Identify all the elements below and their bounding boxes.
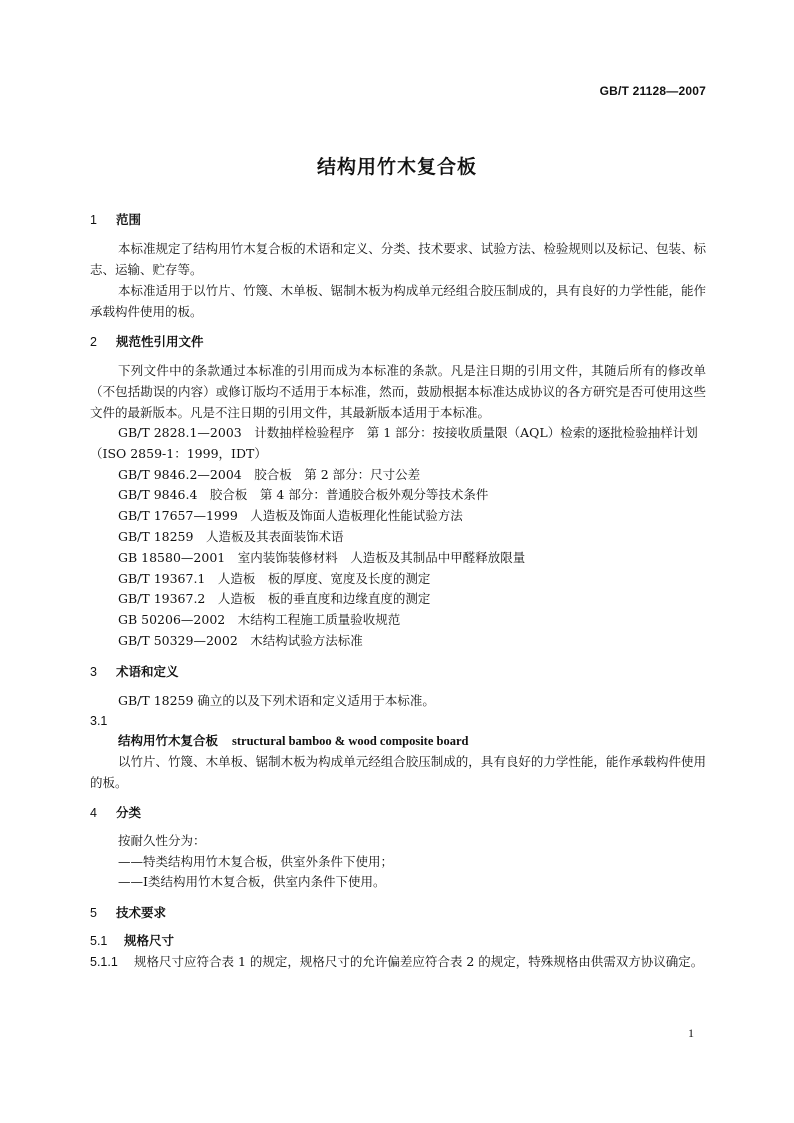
- reference-item: GB/T 19367.2 人造板 板的垂直度和边缘直度的测定: [118, 591, 431, 607]
- term-entry: [90, 731, 706, 751]
- section-number: 2: [90, 335, 97, 349]
- section-title: 规范性引用文件: [116, 334, 204, 349]
- references-intro: 下列文件中的条款通过本标准的引用而成为本标准的条款。凡是注日期的引用文件，其随后所有的修改单（不包括勘误的内容）或修订版均不适用于本标准，然而，鼓励根据本标准达成协议的各方研究是否可使用这些文件的最新版本。凡是不注日期的引用文件，其最新版本适用于本标准。: [90, 363, 706, 420]
- term-definition: 以竹片、竹篾、木单板、锯制木板为构成单元经组合胶压制成的，具有良好的力学性能，能作承载构件使用的板。: [90, 753, 706, 790]
- terms-intro: GB/T 18259 确立的以及下列术语和定义适用于本标准。: [118, 692, 435, 708]
- scope-paragraph-1: 本标准规定了结构用竹木复合板的术语和定义、分类、技术要求、试验方法、检验规则以及标记、包装、标志、运输、贮存等。: [90, 241, 706, 277]
- document-title: 结构用竹木复合板: [316, 156, 477, 178]
- scope-paragraph-2: 本标准适用于以竹片、竹篾、木单板、锯制木板为构成单元经组合胶压制成的，具有良好的力学性能，能作承载构件使用的板。: [90, 283, 706, 319]
- reference-item: GB 18580—2001 室内装饰装修材料 人造板及其制品中甲醛释放限量: [118, 549, 526, 565]
- section-1-heading: [90, 210, 706, 230]
- classification-item: ——特类结构用竹木复合板，供室外条件下使用；: [118, 853, 394, 869]
- section-number: 4: [90, 805, 97, 820]
- term-chinese: 结构用竹木复合板: [118, 732, 219, 748]
- reference-item: GB/T 17657—1999 人造板及饰面人造板理化性能试验方法: [118, 508, 463, 524]
- subsection-title: 规格尺寸: [124, 933, 175, 949]
- section-5-heading: [90, 903, 706, 923]
- reference-item: GB/T 9846.2—2004 胶合板 第 2 部分：尺寸公差: [118, 466, 421, 482]
- section-2-heading: [90, 332, 706, 352]
- section-title: 技术要求: [116, 905, 167, 921]
- classification-item: ——Ⅰ类结构用竹木复合板，供室内条件下使用。: [118, 874, 386, 890]
- section-number: 1: [90, 213, 97, 227]
- page-number: 1: [688, 1026, 694, 1040]
- reference-item: GB 50206—2002 木结构工程施工质量验收规范: [118, 612, 401, 628]
- reference-item: GB/T 19367.1 人造板 板的厚度、宽度及长度的测定: [118, 570, 431, 586]
- subsection-number: 5.1: [90, 934, 108, 949]
- section-4-heading: [90, 803, 706, 823]
- reference-item: GB/T 50329—2002 木结构试验方法标准: [118, 632, 363, 648]
- section-number: 5: [90, 906, 97, 921]
- reference-item: GB/T 18259 人造板及其表面装饰术语: [118, 528, 344, 544]
- document-body: [90, 210, 706, 973]
- section-3-heading: [90, 662, 706, 682]
- section-title: 范围: [116, 212, 142, 227]
- classification-intro: 按耐久性分为：: [118, 832, 206, 848]
- standard-number: GB/T 21128—2007: [599, 84, 706, 98]
- section-title: 分类: [116, 804, 142, 820]
- section-title: 术语和定义: [116, 663, 179, 679]
- term-english: structural bamboo & wood composite board: [232, 733, 469, 748]
- clause-text: 规格尺寸应符合表 1 的规定，规格尺寸的允许偏差应符合表 2 的规定，特殊规格由供需双方协议确定。: [134, 954, 704, 970]
- clause-5-1-1: [90, 951, 706, 973]
- term-number: 3.1: [90, 713, 108, 728]
- subsection-5-1-heading: [90, 931, 706, 951]
- section-number: 3: [90, 664, 97, 679]
- clause-number: 5.1.1: [90, 955, 118, 970]
- reference-item: GB/T 9846.4 胶合板 第 4 部分：普通胶合板外观分等技术条件: [118, 487, 489, 503]
- reference-item: GB/T 2828.1—2003 计数抽样检验程序 第 1 部分：按接收质量限（AQL）检索的逐批检验抽样计划（ISO 2859-1：1999，IDT）: [90, 425, 698, 461]
